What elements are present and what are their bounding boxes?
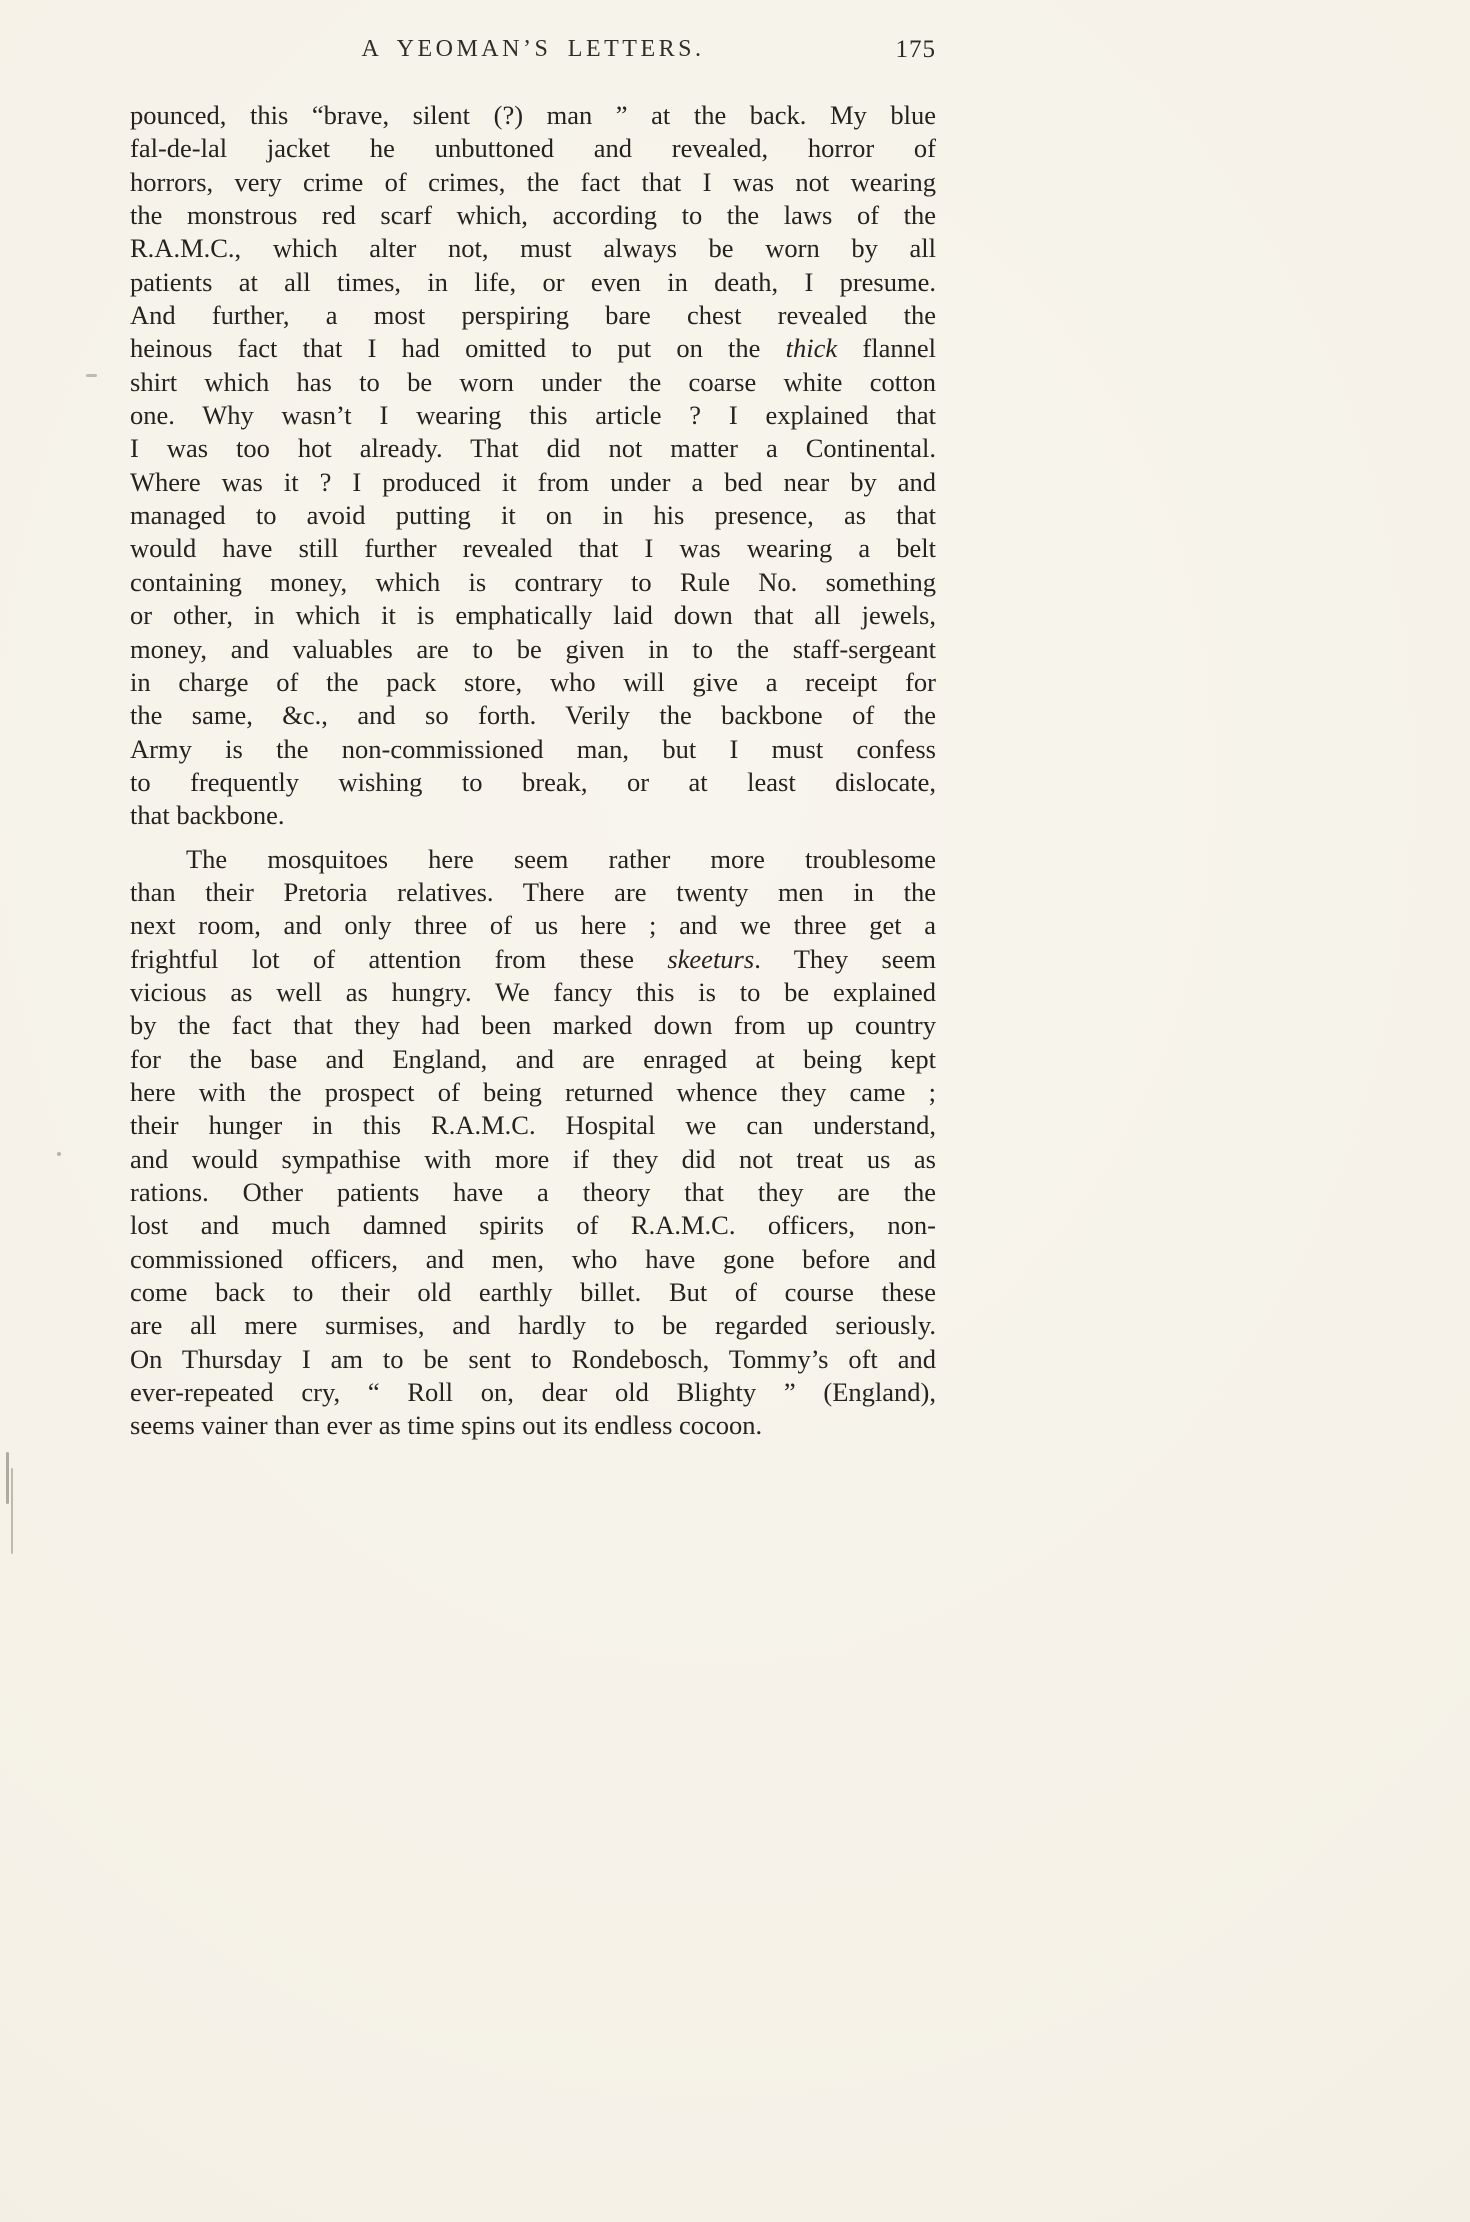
text-segment: Army is the non-commissioned man, but I must confess [130,733,936,764]
paragraph [130,99,936,833]
text-line [130,1276,936,1309]
scan-artifact [11,1468,13,1554]
text-line [130,1143,936,1176]
text-line [130,399,936,432]
text-line [130,766,936,799]
page-header [130,36,936,76]
text-segment: Where was it ? I produced it from under a bed near by and [130,466,936,497]
text-segment: money, and valuables are to be given in to the staff-sergeant [130,633,936,664]
text-line [130,199,936,232]
text-segment: . They seem [754,943,936,974]
text-line [130,1176,936,1209]
text-line [130,432,936,465]
text-line [130,1076,936,1109]
paragraph [130,843,936,1443]
text-line [130,943,936,976]
text-block [130,99,936,1443]
text-line [130,266,936,299]
text-segment: I was too hot already. That did not matter a Continental. [130,433,936,464]
text-segment: And further, a most perspiring bare chest revealed the [130,300,936,331]
text-line [130,733,936,766]
text-segment: here with the prospect of being returned whence they came ; [130,1076,936,1107]
text-segment: come back to their old earthly billet. But of course these [130,1277,936,1308]
text-segment: for the base and England, and are enraged at being kept [130,1043,936,1074]
italic-text: skeeturs [667,943,755,974]
text-line [130,843,936,876]
text-segment: managed to avoid putting it on in his presence, as that [130,500,936,531]
text-segment: frightful lot of attention from these [130,943,668,974]
text-segment: On Thursday I am to be sent to Rondebosch, Tommy’s oft and [130,1343,936,1374]
text-line [130,566,936,599]
text-segment: their hunger in this R.A.M.C. Hospital we can understand, [130,1110,936,1141]
text-segment: heinous fact that I had omitted to put on the [130,333,786,364]
text-segment: lost and much damned spirits of R.A.M.C. officers, non- [130,1210,936,1241]
text-segment: horrors, very crime of crimes, the fact that I was not wearing [130,166,936,197]
text-line [130,499,936,532]
text-line [130,1309,936,1342]
scan-artifact [86,374,97,377]
text-line [130,532,936,565]
running-title: A YEOMAN’S LETTERS. [361,36,705,62]
text-segment: fal-de-lal jacket he unbuttoned and revealed, horror of [130,133,936,164]
text-segment: pounced, this “brave, silent (?) man ” at the back. My blue [130,100,936,130]
text-segment: next room, and only three of us here ; and we three get a [130,910,936,941]
text-line [130,633,936,666]
text-segment: shirt which has to be worn under the coarse white cotton [130,366,936,397]
text-segment: are all mere surmises, and hardly to be regarded seriously. [130,1310,936,1341]
text-line [130,1343,936,1376]
text-line [130,976,936,1009]
text-segment: R.A.M.C., which alter not, must always be worn by all [130,233,936,264]
text-line [130,599,936,632]
text-segment: seems vainer than ever as time spins out its endless cocoon. [130,1410,763,1441]
text-line [130,132,936,165]
text-line [130,99,936,132]
text-segment: one. Why wasn’t I wearing this article ? I explained that [130,400,936,431]
text-segment: to frequently wishing to break, or at least dislocate, [130,766,936,797]
text-line [130,1109,936,1142]
text-segment: that backbone. [130,800,285,831]
text-segment: commissioned officers, and men, who have gone before and [130,1243,936,1274]
text-segment: flannel [837,333,936,364]
text-line [130,1376,936,1409]
text-segment: and would sympathise with more if they did not treat us as [130,1143,936,1174]
text-segment: or other, in which it is emphatically laid down that all jewels, [130,600,936,631]
text-line [130,1409,936,1442]
text-segment: than their Pretoria relatives. There are twenty men in the [130,876,936,907]
text-segment: containing money, which is contrary to Rule No. something [130,566,936,597]
text-segment: in charge of the pack store, who will give a receipt for [130,666,936,697]
text-line [130,366,936,399]
text-line [130,909,936,942]
text-segment: vicious as well as hungry. We fancy this is to be explained [130,976,936,1007]
scan-artifact [6,1452,9,1504]
scan-artifact [57,1152,61,1156]
text-segment: The mosquitoes here seem rather more troublesome [186,843,936,874]
text-segment: rations. Other patients have a theory that they are the [130,1177,936,1207]
text-line [130,699,936,732]
text-segment: would have still further revealed that I was wearing a belt [130,533,936,564]
text-line [130,332,936,365]
page-number: 175 [895,36,936,63]
text-line [130,466,936,499]
text-line [130,1009,936,1042]
text-line [130,1243,936,1276]
text-line [130,299,936,332]
text-line [130,666,936,699]
text-segment: ever-repeated cry, “ Roll on, dear old Blighty ” (England), [130,1377,936,1408]
text-line [130,1209,936,1242]
text-segment: the same, &c., and so forth. Verily the backbone of the [130,700,936,731]
text-line [130,232,936,265]
text-segment: the monstrous red scarf which, according to the laws of the [130,200,936,231]
text-segment: patients at all times, in life, or even in death, I presume. [130,266,936,297]
text-line [130,799,936,832]
text-line [130,876,936,909]
italic-text: thick [785,333,838,364]
text-segment: by the fact that they had been marked down from up country [130,1010,936,1041]
text-line [130,166,936,199]
text-line [130,1043,936,1076]
